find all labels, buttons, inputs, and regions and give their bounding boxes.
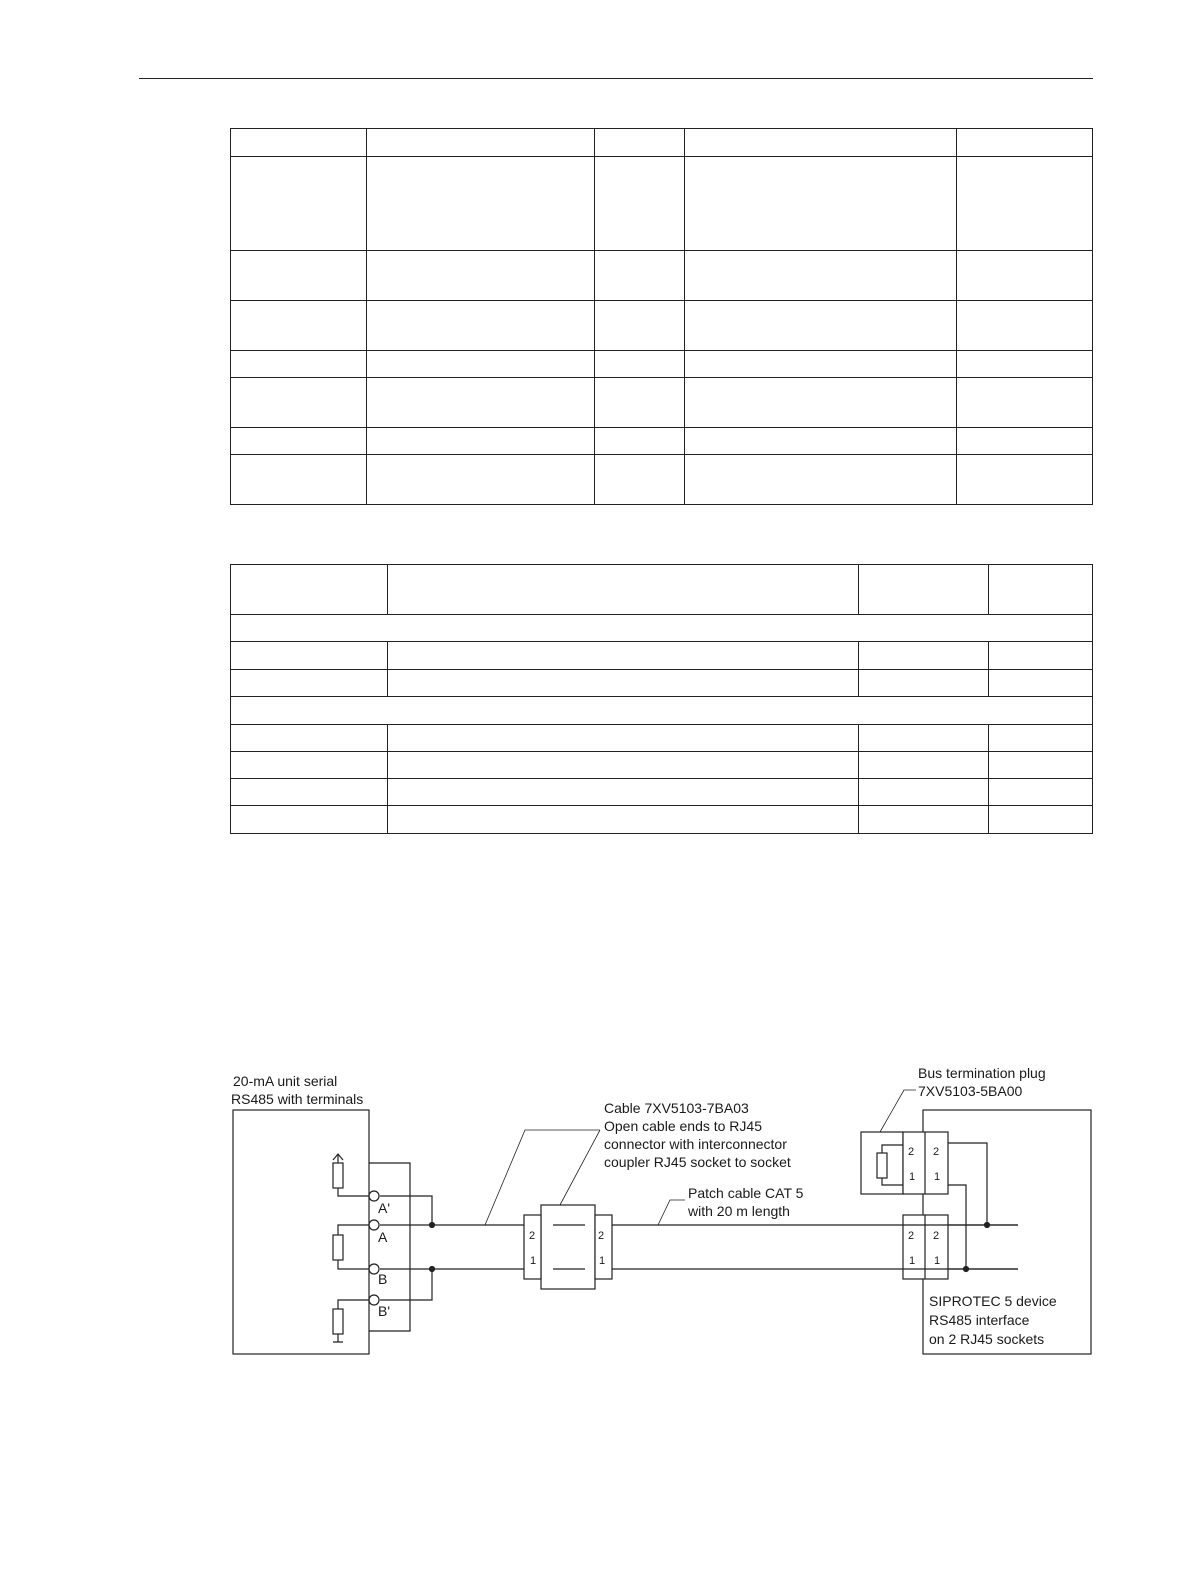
patch-leader — [658, 1200, 685, 1225]
table-1 — [230, 128, 1093, 505]
terminal-b-prime-label: B' — [378, 1303, 391, 1319]
cable-label-line3: connector with interconnector — [604, 1136, 787, 1152]
table-row — [231, 301, 1093, 351]
pull-up-wire — [338, 1188, 369, 1196]
patch-label-line2: with 20 m length — [688, 1203, 790, 1219]
plug-label-line1: Bus termination plug — [918, 1065, 1046, 1081]
table-row — [231, 428, 1093, 455]
table-section-row — [231, 615, 1093, 642]
pull-down-wire — [338, 1300, 369, 1309]
cable-label-line2: Open cable ends to RJ45 — [604, 1118, 762, 1134]
plug-wire-b — [948, 1185, 966, 1269]
plug-wire-a — [948, 1143, 987, 1225]
plug-pin-1-b: 1 — [934, 1171, 941, 1183]
patch-label-line1: Patch cable CAT 5 — [688, 1185, 804, 1201]
terminal-a-label: A — [378, 1229, 388, 1245]
coupler-right-socket — [595, 1215, 612, 1279]
table-row — [231, 725, 1093, 752]
table-row — [231, 642, 1093, 670]
coupler-pin-1-right: 1 — [599, 1255, 606, 1267]
device-pin-2-a: 2 — [908, 1230, 915, 1242]
device-label-line2: RS485 interface — [929, 1312, 1030, 1328]
table-row — [231, 806, 1093, 834]
plug-label-line2: 7XV5103-5BA00 — [918, 1083, 1023, 1099]
coupler-pin-1-left: 1 — [530, 1255, 537, 1267]
table-row — [231, 351, 1093, 378]
junction-dot — [430, 1267, 435, 1272]
device-label-line3: on 2 RJ45 sockets — [929, 1331, 1045, 1347]
unit-label-line1: 20-mA unit serial — [233, 1073, 338, 1089]
pull-down-resistor — [333, 1309, 343, 1334]
plug-pin-1-a: 1 — [909, 1171, 916, 1183]
table-row — [231, 565, 1093, 615]
device-pin-2-b: 2 — [933, 1230, 940, 1242]
table-row — [231, 129, 1093, 157]
plug-pin-2-b: 2 — [933, 1146, 940, 1158]
plug-pin-2-a: 2 — [908, 1146, 915, 1158]
terminal-a-prime-label: A' — [378, 1200, 391, 1216]
terminal-b-label: B — [378, 1271, 388, 1287]
table-section-row — [231, 697, 1093, 725]
coupler-body — [541, 1205, 595, 1289]
coupler-pin-2-right: 2 — [598, 1230, 605, 1242]
pull-up-resistor — [333, 1163, 343, 1188]
jumper-b — [380, 1269, 432, 1300]
table-row — [231, 752, 1093, 779]
ground-icon — [333, 1334, 343, 1342]
table-2 — [230, 564, 1093, 834]
table-row — [231, 157, 1093, 251]
table-row — [231, 455, 1093, 505]
coupler-left-socket — [524, 1215, 541, 1279]
device-label-line1: SIPROTEC 5 device — [929, 1293, 1057, 1309]
cable-label-line1: Cable 7XV5103-7BA03 — [604, 1100, 749, 1116]
table-row — [231, 378, 1093, 428]
plug-leader — [880, 1090, 916, 1132]
wiring-diagram — [0, 1050, 1191, 1380]
unit-label-line2: RS485 with terminals — [231, 1091, 364, 1107]
unit-box — [233, 1110, 369, 1354]
coupler-pin-2-left: 2 — [529, 1230, 536, 1242]
junction-dot — [430, 1223, 435, 1228]
device-pin-1-b: 1 — [934, 1255, 941, 1267]
table-row — [231, 670, 1093, 697]
table-row — [231, 251, 1093, 301]
header-rule — [139, 78, 1093, 79]
table-row — [231, 779, 1093, 806]
junction-dot — [964, 1267, 969, 1272]
device-pin-1-a: 1 — [909, 1255, 916, 1267]
cable-label-line4: coupler RJ45 socket to socket — [604, 1154, 791, 1170]
pull-up-arrow-icon — [333, 1154, 343, 1163]
junction-dot — [985, 1223, 990, 1228]
ab-resistor — [333, 1235, 343, 1260]
